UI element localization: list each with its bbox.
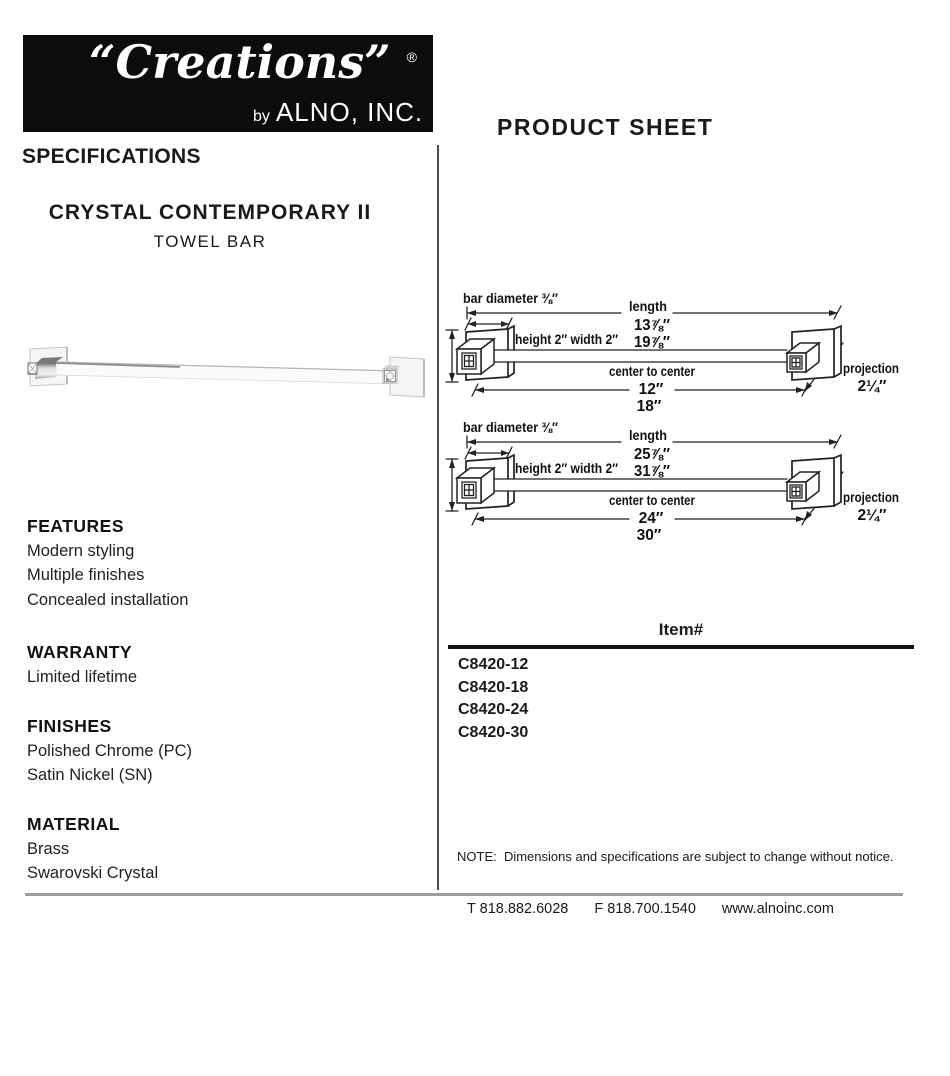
material-item: Brass bbox=[27, 839, 70, 858]
item-number-header: Item# bbox=[448, 620, 914, 649]
item-number: C8420-18 bbox=[458, 678, 529, 696]
length-value-2: 31⅞″ bbox=[634, 463, 671, 480]
product-name: CRYSTAL CONTEMPORARY II bbox=[48, 201, 372, 224]
length-value-1: 13⅞″ bbox=[634, 317, 671, 334]
product-type: TOWEL BAR bbox=[153, 232, 267, 251]
center-to-center-label: center to center bbox=[609, 364, 696, 379]
disclaimer-note: NOTE: Dimensions and specifications are subject to change without notice. bbox=[457, 849, 894, 864]
projection-label: projection bbox=[843, 490, 899, 505]
projection-value: 2¼″ bbox=[857, 507, 887, 524]
height-width-label: height 2″ width 2″ bbox=[515, 461, 619, 476]
material-item: Swarovski Crystal bbox=[27, 864, 159, 882]
length-value-1: 25⅞″ bbox=[634, 446, 671, 463]
warranty-section bbox=[27, 640, 137, 689]
finishes-title: FINISHES bbox=[27, 716, 112, 736]
bar-diameter-label: bar diameter ⅜″ bbox=[463, 420, 559, 435]
item-number-table bbox=[448, 620, 914, 744]
projection-value: 2¼″ bbox=[857, 378, 887, 395]
photo-left-crystal bbox=[28, 363, 37, 374]
logo-company-name: ALNO, INC. bbox=[275, 97, 424, 127]
finishes-section bbox=[27, 714, 192, 788]
material-section bbox=[27, 812, 158, 886]
warranty-title: WARRANTY bbox=[27, 642, 133, 662]
photo-left-cube-front bbox=[35, 362, 56, 379]
features-section bbox=[27, 514, 188, 612]
item-number: C8420-30 bbox=[458, 723, 529, 741]
product-title-block bbox=[0, 201, 420, 252]
center-to-center-value-1: 24″ bbox=[638, 510, 664, 527]
features-title: FEATURES bbox=[27, 516, 125, 536]
logo-by-word: by bbox=[253, 108, 270, 125]
product-photo bbox=[25, 338, 435, 406]
footer-phone: T 818.882.6028 bbox=[467, 901, 569, 917]
logo-creations-script: “Creations” bbox=[89, 35, 391, 89]
warranty-item: Limited lifetime bbox=[27, 667, 138, 686]
footer-divider-line bbox=[25, 893, 903, 896]
dimension-diagram-long-bars bbox=[445, 412, 950, 552]
finish-item: Satin Nickel (SN) bbox=[27, 766, 153, 784]
photo-right-crystal bbox=[383, 365, 400, 383]
feature-item: Modern styling bbox=[27, 541, 135, 560]
finish-item: Polished Chrome (PC) bbox=[27, 741, 193, 760]
center-to-center-value-2: 30″ bbox=[636, 527, 662, 544]
product-sheet-heading: PRODUCT SHEET bbox=[497, 114, 714, 140]
logo-byline bbox=[253, 97, 423, 128]
specifications-heading: SPECIFICATIONS bbox=[22, 145, 201, 168]
center-to-center-value-1: 12″ bbox=[638, 381, 664, 398]
registered-trademark-icon: ® bbox=[406, 49, 417, 65]
material-title: MATERIAL bbox=[27, 814, 121, 834]
brand-logo-box bbox=[23, 35, 433, 132]
footer-website: www.alnoinc.com bbox=[721, 901, 834, 917]
footer-contact bbox=[467, 901, 834, 917]
column-divider-line bbox=[437, 145, 439, 890]
projection-label: projection bbox=[843, 361, 899, 376]
center-to-center-value-2: 18″ bbox=[636, 398, 662, 415]
dimension-diagram-short-bars bbox=[445, 283, 950, 423]
length-label: length bbox=[629, 299, 667, 314]
feature-item: Concealed installation bbox=[27, 590, 189, 609]
footer-fax: F 818.700.1540 bbox=[594, 901, 696, 917]
feature-item: Multiple finishes bbox=[27, 566, 145, 584]
length-label: length bbox=[629, 428, 667, 443]
bar-diameter-label: bar diameter ⅜″ bbox=[463, 291, 559, 306]
height-width-label: height 2″ width 2″ bbox=[515, 332, 619, 347]
center-to-center-label: center to center bbox=[609, 493, 696, 508]
length-value-2: 19⅞″ bbox=[634, 334, 671, 351]
item-number: C8420-24 bbox=[458, 701, 529, 719]
item-number: C8420-12 bbox=[458, 656, 529, 673]
